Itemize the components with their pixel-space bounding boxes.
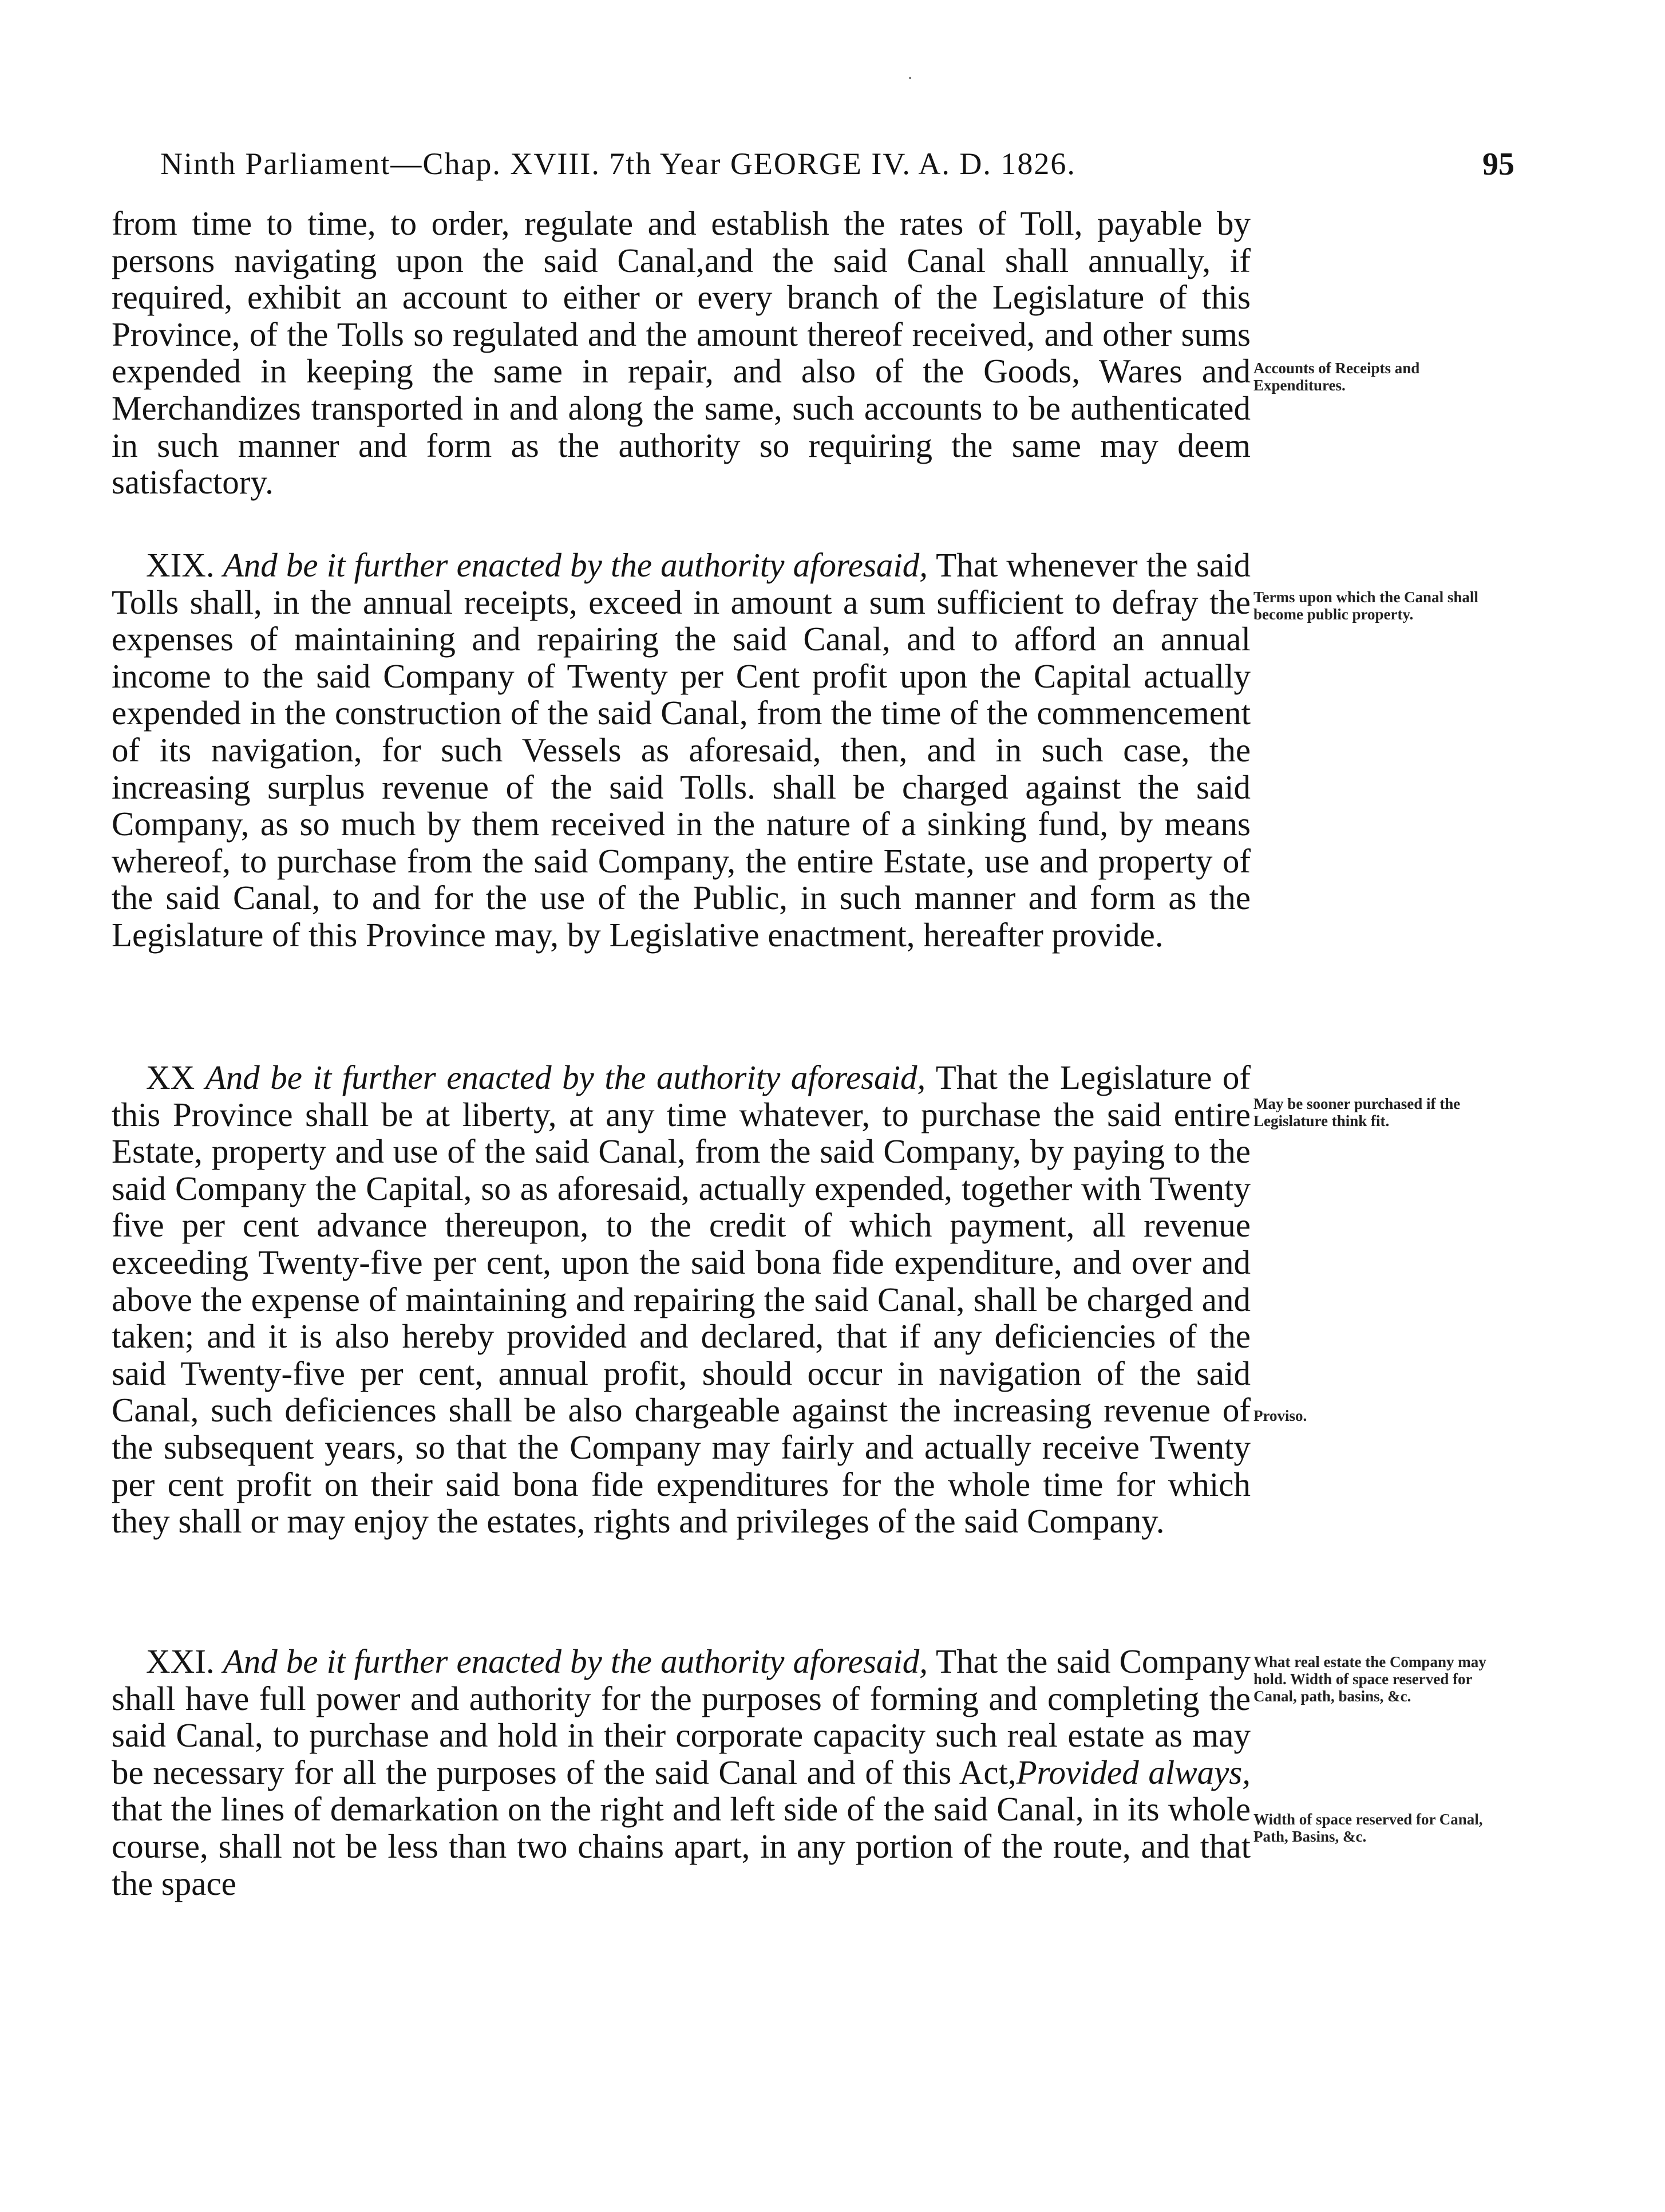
section-text: That whenever the said Tolls shall, in the annual receipts, exceed in amount a sum sufficient to defray the expenses of maintaining and repairing the said Canal, and to afford an annual income to the said Company of Twenty per Cent profit upon the Capital actually expended in the construction of the said Canal, from the time of the commencement of its navigation, for such Vessels as aforesaid, then, and in such case, the increasing surplus revenue of the said Tolls. shall be charged against the said Company, as so much by them received in the nature of a sinking fund, by means whereof, to purchase from the said Company, the entire Estate, use and property of the said Canal, to and for the use of the Public, in such manner and form as the Legislature of this Province may, by Legislative enactment, hereafter provide. (112, 546, 1251, 954)
paragraph-intro-text: from time to time, to order, regulate and establish the rates of Toll, payable by persons navigating upon the said Canal,and the said Canal shall annually, if required, exhibit an account to either or every branch of the Legislature of this Province, of the Tolls so regulated and the amount thereof received, and other sums expended in keeping the same in repair, and also of the Goods, Wares and Merchandizes transported in and along the same, such accounts to be authenticated in such manner and form as the authority so requiring the same may deem satisfactory. (112, 204, 1251, 501)
enacting-clause: And be it further enacted by the authority aforesaid, (205, 1058, 926, 1096)
margin-note-width: Width of space reserved for Canal, Path, Basins, &c. (1253, 1811, 1483, 1845)
section-xxi (112, 1643, 1251, 1902)
running-head: Ninth Parliament—Chap. XVIII. 7th Year GEORGE IV. A. D. 1826. (160, 147, 1076, 181)
section-text: That the said Company shall have full power and authority for the purposes of forming and completing the said Canal, to purchase and hold in their corporate capacity such real estate as may be necessary for all the purposes of the said Canal and of this Act, (112, 1642, 1251, 1791)
section-xix-paragraph (112, 547, 1251, 954)
section-text-continued: that the lines of demarkation on the right and left side of the said Canal, in its whole course, shall not be less than two chains apart, in any portion of the route, and that the space (112, 1790, 1251, 1902)
margin-note-real-estate: What real estate the Company may hold. Width of space reserved for Canal, path, basins, &c. (1253, 1653, 1486, 1705)
section-text: That the Legislature of this Province shall be at liberty, at any time whatever, to purchase the said entire Estate, property and use of the said Canal, from the said Company, by paying to the said Company the Capital, so as aforesaid, actually expended, together with Twenty five per cent advance thereupon, to the credit of which payment, all revenue exceeding Twenty-five per cent, upon the said bona fide expenditure, and over and above the expense of maintaining and repairing the said Canal, shall be charged and taken; and it is also hereby provided and declared, that if any deficiencies of the said Twenty-five per cent, annual profit, should occur in navigation of the said Canal, such deficiences shall be also chargeable against the increasing revenue of the subsequent years, so that the Company may fairly and actually receive Twenty per cent profit on their said bona fide expenditures for the whole time for which they shall or may enjoy the estates, rights and privileges of the said Company. (112, 1058, 1251, 1540)
proviso-clause: Provided always, (1016, 1753, 1251, 1791)
margin-note-purchase: May be sooner purchased if the Legislature think fit. (1253, 1095, 1461, 1129)
paragraph-intro (112, 205, 1251, 501)
margin-note-accounts: Accounts of Receipts and Expenditures. (1253, 360, 1420, 394)
print-speck: · (907, 69, 913, 88)
section-xx (112, 1059, 1251, 1540)
section-xx-paragraph (112, 1059, 1251, 1540)
page-header (160, 146, 1534, 192)
margin-note-proviso: Proviso. (1253, 1407, 1307, 1424)
section-number: XIX. (146, 546, 215, 584)
section-xxi-paragraph (112, 1643, 1251, 1902)
margin-note-terms: Terms upon which the Canal shall become public property. (1253, 588, 1478, 623)
enacting-clause: And be it further enacted by the authority aforesaid, (223, 546, 928, 584)
enacting-clause: And be it further enacted by the authority aforesaid, (223, 1642, 928, 1680)
section-xix (112, 547, 1251, 954)
page-number: 95 (1482, 147, 1514, 182)
section-number: XXI. (146, 1642, 215, 1680)
section-number: XX (146, 1058, 195, 1096)
